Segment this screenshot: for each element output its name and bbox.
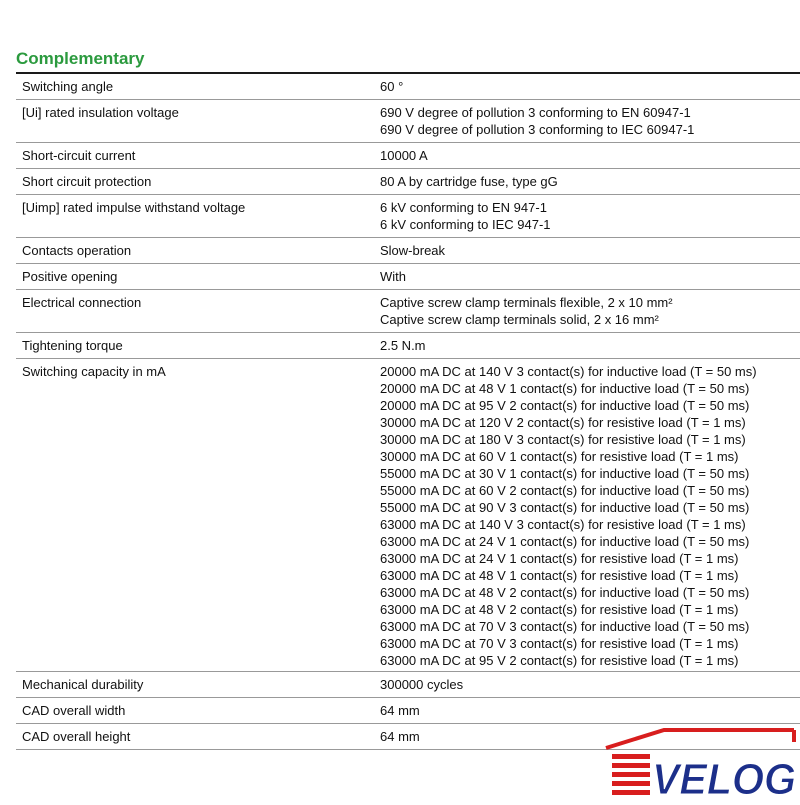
spec-value-line: 55000 mA DC at 30 V 1 contact(s) for inductive load (T = 50 ms)	[380, 466, 750, 481]
spec-value	[376, 100, 800, 143]
spec-label: Short-circuit current	[16, 143, 376, 169]
spec-label: Electrical connection	[16, 290, 376, 333]
spec-value-line: 10000 A	[380, 148, 428, 163]
spec-value	[376, 359, 800, 672]
spec-table	[16, 72, 800, 750]
spec-value	[376, 169, 800, 195]
spec-row	[16, 359, 800, 672]
spec-value-line: 64 mm	[380, 729, 420, 744]
spec-label: Short circuit protection	[16, 169, 376, 195]
spec-row	[16, 672, 800, 698]
spec-value-line: 6 kV conforming to EN 947-1	[380, 200, 547, 215]
spec-row	[16, 333, 800, 359]
spec-value-line: Slow-break	[380, 243, 446, 258]
spec-row	[16, 143, 800, 169]
spec-label: [Ui] rated insulation voltage	[16, 100, 376, 143]
spec-value-line: With	[380, 269, 406, 284]
spec-row	[16, 195, 800, 238]
spec-value	[376, 333, 800, 359]
spec-value-line: 63000 mA DC at 140 V 3 contact(s) for resistive load (T = 1 ms)	[380, 517, 746, 532]
spec-label: CAD overall width	[16, 698, 376, 724]
spec-value-line: 20000 mA DC at 95 V 2 contact(s) for inductive load (T = 50 ms)	[380, 398, 750, 413]
spec-value	[376, 238, 800, 264]
spec-value-line: 2.5 N.m	[380, 338, 426, 353]
spec-value	[376, 698, 800, 724]
spec-value-line: 63000 mA DC at 24 V 1 contact(s) for inductive load (T = 50 ms)	[380, 534, 750, 549]
spec-label: Tightening torque	[16, 333, 376, 359]
section-title: Complementary	[16, 49, 145, 68]
spec-value-line: 30000 mA DC at 180 V 3 contact(s) for resistive load (T = 1 ms)	[380, 432, 746, 447]
spec-value	[376, 195, 800, 238]
spec-value-line: 63000 mA DC at 48 V 1 contact(s) for resistive load (T = 1 ms)	[380, 568, 739, 583]
spec-value-line: 63000 mA DC at 48 V 2 contact(s) for resistive load (T = 1 ms)	[380, 602, 739, 617]
velog-logo	[604, 728, 800, 800]
spec-label: Contacts operation	[16, 238, 376, 264]
spec-value-line: 63000 mA DC at 24 V 1 contact(s) for resistive load (T = 1 ms)	[380, 551, 739, 566]
spec-table-body	[16, 73, 800, 750]
spec-value-line: 20000 mA DC at 140 V 3 contact(s) for inductive load (T = 50 ms)	[380, 364, 757, 379]
spec-value	[376, 264, 800, 290]
logo-text: VELOG	[652, 755, 796, 800]
spec-value-line: Captive screw clamp terminals solid, 2 x 16 mm²	[380, 312, 659, 327]
spec-value-line: 60 °	[380, 79, 404, 94]
spec-row	[16, 290, 800, 333]
spec-label: Switching capacity in mA	[16, 359, 376, 672]
spec-value	[376, 290, 800, 333]
spec-row	[16, 264, 800, 290]
spec-label: CAD overall height	[16, 724, 376, 750]
spec-value-line: 63000 mA DC at 70 V 3 contact(s) for resistive load (T = 1 ms)	[380, 636, 739, 651]
spec-row	[16, 169, 800, 195]
spec-value-line: 55000 mA DC at 60 V 2 contact(s) for inductive load (T = 50 ms)	[380, 483, 750, 498]
spec-value-line: 690 V degree of pollution 3 conforming to EN 60947-1	[380, 105, 691, 120]
spec-value-line: 690 V degree of pollution 3 conforming to IEC 60947-1	[380, 122, 695, 137]
house-roof-icon	[604, 728, 800, 800]
spec-row	[16, 73, 800, 100]
spec-value-line: 63000 mA DC at 70 V 3 contact(s) for inductive load (T = 50 ms)	[380, 619, 750, 634]
spec-value-line: 63000 mA DC at 48 V 2 contact(s) for inductive load (T = 50 ms)	[380, 585, 750, 600]
spec-value	[376, 672, 800, 698]
spec-value-line: 20000 mA DC at 48 V 1 contact(s) for inductive load (T = 50 ms)	[380, 381, 750, 396]
spec-label: Mechanical durability	[16, 672, 376, 698]
spec-label: [Uimp] rated impulse withstand voltage	[16, 195, 376, 238]
spec-value-line: 30000 mA DC at 60 V 1 contact(s) for resistive load (T = 1 ms)	[380, 449, 739, 464]
spec-row	[16, 698, 800, 724]
spec-row	[16, 100, 800, 143]
spec-value	[376, 73, 800, 100]
spec-label: Switching angle	[16, 73, 376, 100]
spec-value-line: Captive screw clamp terminals flexible, 2 x 10 mm²	[380, 295, 673, 310]
spec-value	[376, 143, 800, 169]
spec-value-line: 80 A by cartridge fuse, type gG	[380, 174, 558, 189]
spec-value-line: 30000 mA DC at 120 V 2 contact(s) for resistive load (T = 1 ms)	[380, 415, 746, 430]
spec-row	[16, 238, 800, 264]
spec-value-line: 300000 cycles	[380, 677, 464, 692]
spec-value-line: 64 mm	[380, 703, 420, 718]
spec-label: Positive opening	[16, 264, 376, 290]
spec-value-line: 6 kV conforming to IEC 947-1	[380, 217, 551, 232]
spec-value-line: 55000 mA DC at 90 V 3 contact(s) for inductive load (T = 50 ms)	[380, 500, 750, 515]
spec-value-line: 63000 mA DC at 95 V 2 contact(s) for resistive load (T = 1 ms)	[380, 653, 739, 668]
